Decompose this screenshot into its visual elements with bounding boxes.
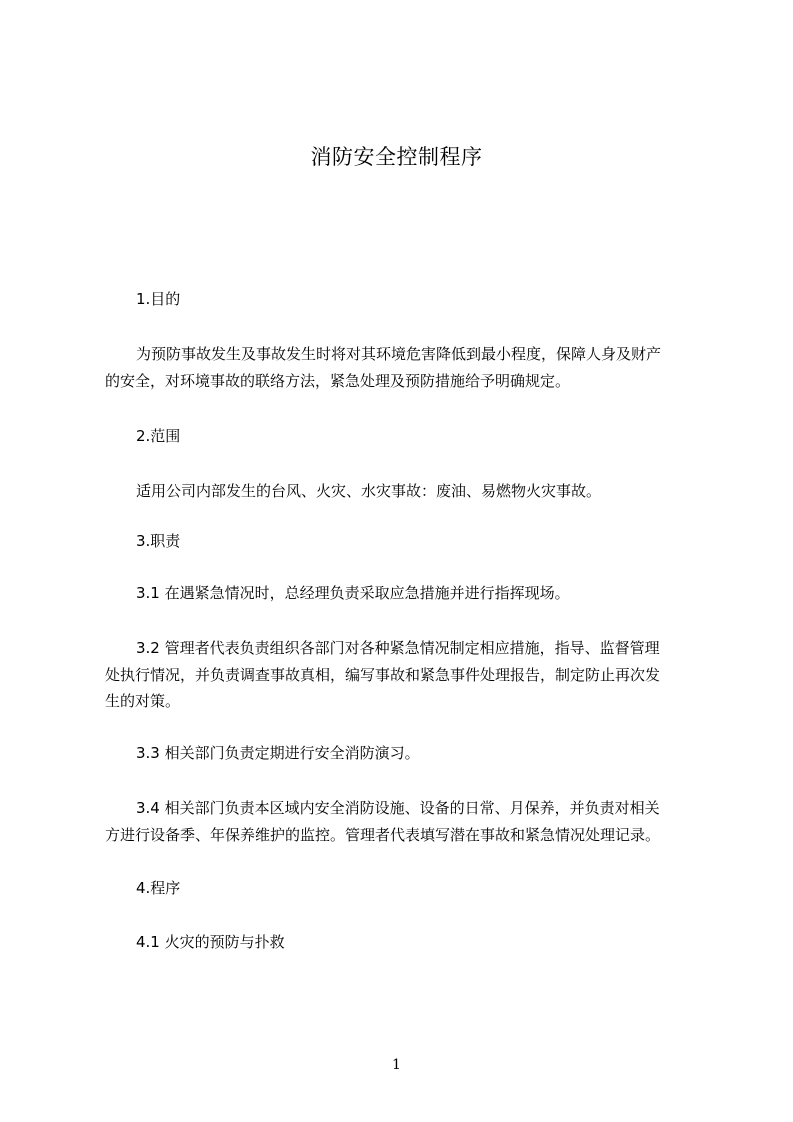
section-3-2-line-2: 处执行情况，并负责调查事故真相，编写事故和紧急事件处理报告，制定防止再次发 xyxy=(105,666,661,684)
document-title: 消防安全控制程序 xyxy=(310,145,483,169)
section-1-body-line-2: 的安全，对环境事故的联络方法，紧急处理及预防措施给予明确规定。 xyxy=(105,372,571,390)
section-3-2-line-3: 生的对策。 xyxy=(105,692,181,710)
section-4-heading: 4.程序 xyxy=(136,879,181,897)
section-3-2-line-1: 3.2 管理者代表负责组织各部门对各种紧急情况制定相应措施，指导、监督管理 xyxy=(136,639,660,657)
section-3-heading: 3.职责 xyxy=(136,532,181,550)
section-1-body-line-1: 为预防事故发生及事故发生时将对其环境危害降低到最小程度，保障人身及财产 xyxy=(136,345,662,363)
section-1-heading: 1.目的 xyxy=(136,290,181,308)
section-4-1: 4.1 火灾的预防与扑救 xyxy=(136,933,285,951)
section-3-1: 3.1 在遇紧急情况时，总经理负责采取应急措施并进行指挥现场。 xyxy=(136,584,570,602)
section-2-heading: 2.范围 xyxy=(136,427,181,445)
section-3-3: 3.3 相关部门负责定期进行安全消防演习。 xyxy=(136,744,420,762)
section-3-4-line-1: 3.4 相关部门负责本区域内安全消防设施、设备的日常、月保养，并负责对相关 xyxy=(136,799,660,817)
page-number: 1 xyxy=(392,1057,401,1073)
section-3-4-line-2: 方进行设备季、年保养维护的监控。管理者代表填写潜在事故和紧急情况处理记录。 xyxy=(105,826,661,844)
section-2-body: 适用公司内部发生的台风、火灾、水灾事故：废油、易燃物火灾事故。 xyxy=(136,482,602,500)
